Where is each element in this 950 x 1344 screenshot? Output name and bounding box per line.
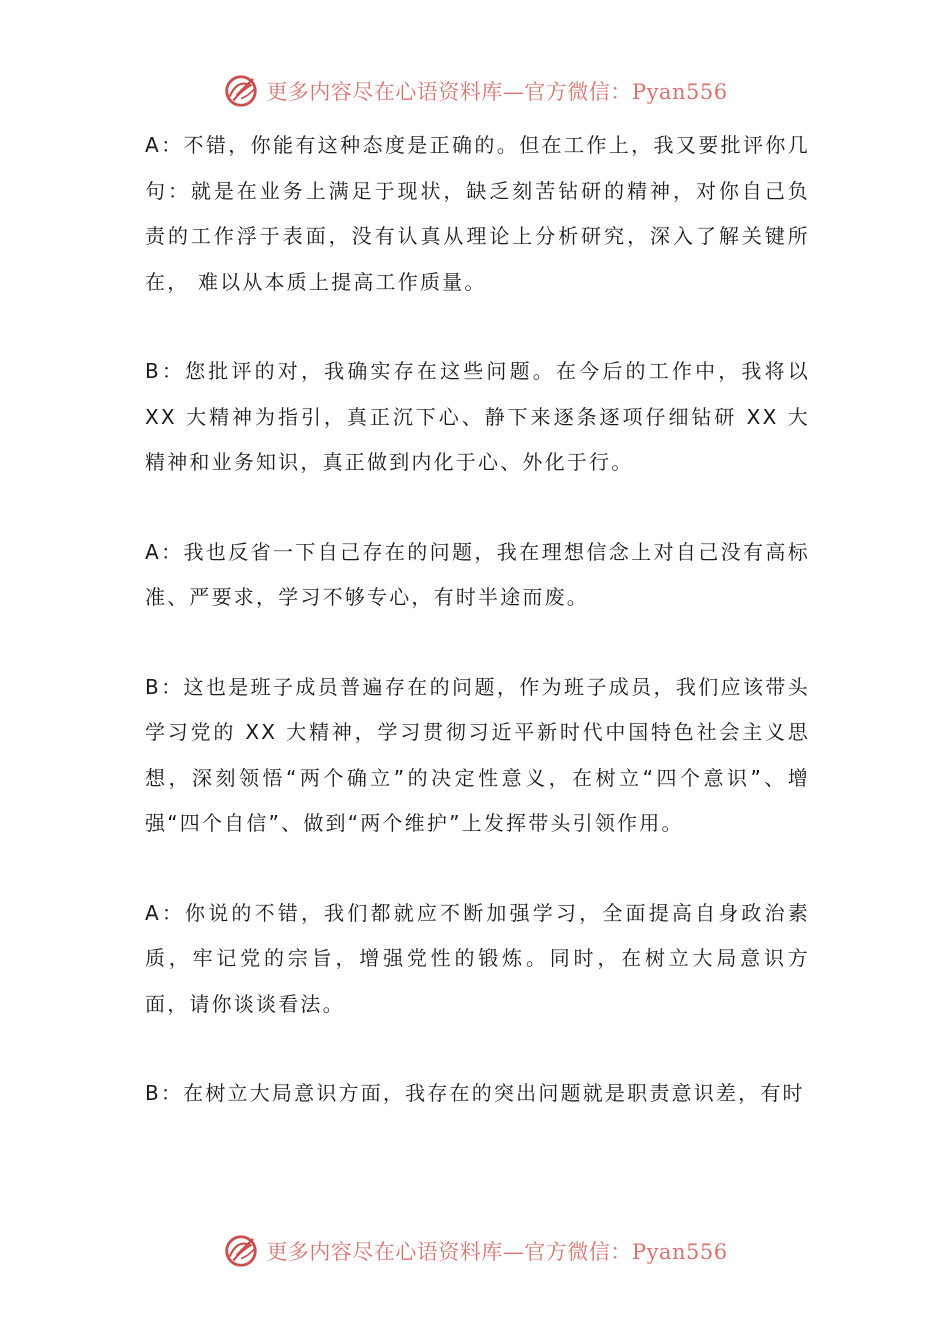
footer-watermark <box>0 1232 950 1270</box>
paragraph: A：我也反省一下自己存在的问题，我在理想信念上对自己没有高标准、严要求，学习不够专心，有时半途而废。 <box>145 539 810 609</box>
paragraph: B：您批评的对，我确实存在这些问题。在今后的工作中，我将以 XX 大精神为指引，真正沉下心、静下来逐条逐项仔细钻研 XX 大精神和业务知识，真正做到内化于心、外化于行。 <box>145 359 810 474</box>
paragraph: B：在树立大局意识方面，我存在的突出问题就是职责意识差，有时 <box>145 1081 805 1105</box>
document-body <box>145 123 810 1161</box>
paragraph: A：你说的不错，我们都就应不断加强学习，全面提高自身政治素质，牢记党的宗旨，增强党性的锻炼。同时，在树立大局意识方面，请你谈谈看法。 <box>145 900 810 1016</box>
paragraph: A：不错，你能有这种态度是正确的。但在工作上，我又要批评你几句：就是在业务上满足于现状，缺乏刻苦钻研的精神，对你自己负责的工作浮于表面，没有认真从理论上分析研究，深入了解关键所在， 难以从本质上提高工作质量。 <box>145 133 810 294</box>
signature-seal-icon <box>222 72 260 110</box>
watermark-text: 更多内容尽在心语资料库—官方微信：Pyan556 <box>266 80 728 104</box>
watermark-text: 更多内容尽在心语资料库—官方微信：Pyan556 <box>266 1240 728 1264</box>
signature-seal-icon <box>222 1232 260 1270</box>
header-watermark <box>0 72 950 110</box>
paragraph: B：这也是班子成员普遍存在的问题，作为班子成员，我们应该带头学习党的 XX 大精神，学习贯彻习近平新时代中国特色社会主义思想，深刻领悟“两个确立”的决定性意义，在树立“四个意识”、增强“四个自信”、做到“两个维护”上发挥带头引领作用。 <box>145 674 810 835</box>
